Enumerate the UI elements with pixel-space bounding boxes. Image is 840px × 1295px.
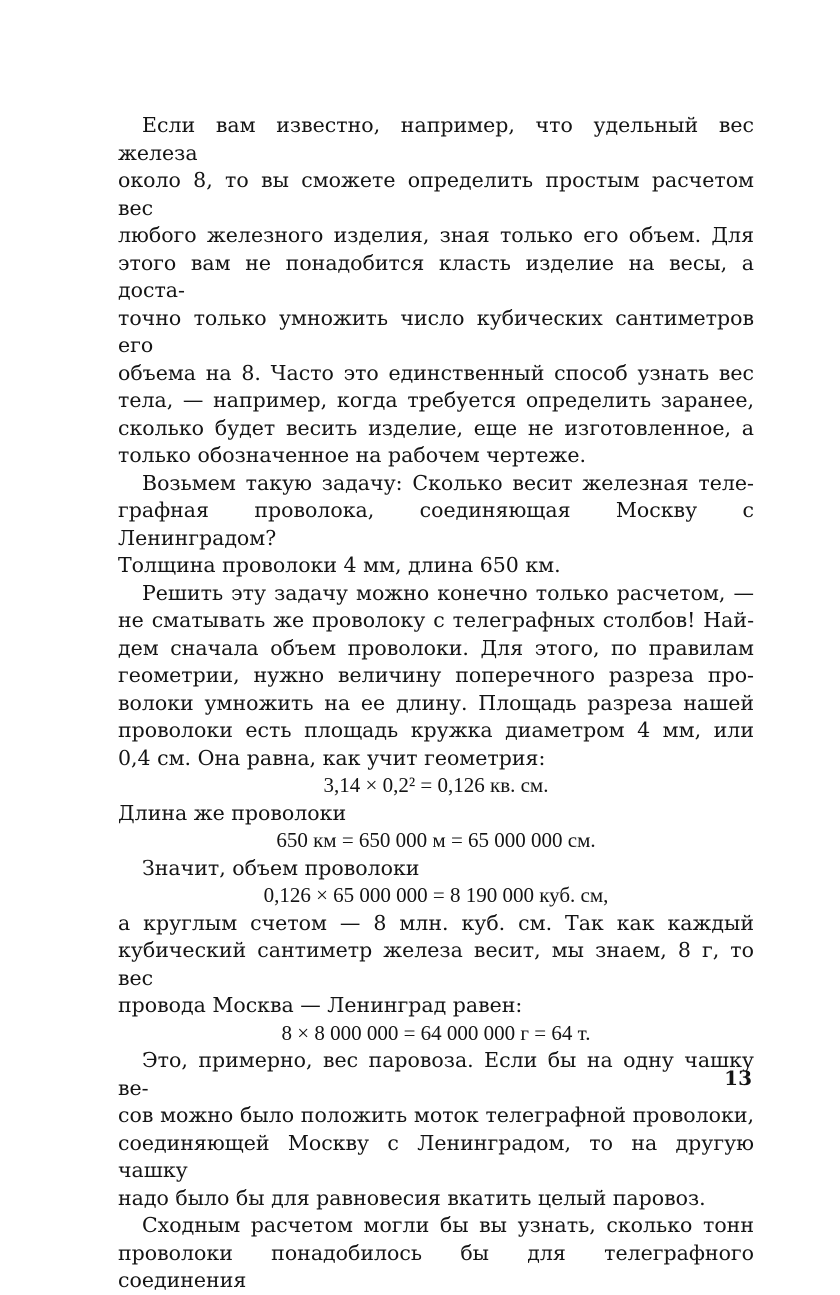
paragraph-locomotive xyxy=(118,1047,754,1212)
page-body xyxy=(118,112,754,1295)
text-line: Значит, объем проволоки xyxy=(142,855,420,880)
text-line: любого железного изделия, зная только его объем. Для xyxy=(118,223,754,247)
paragraph-specific-weight xyxy=(118,112,754,470)
text-line: Длина же проволоки xyxy=(118,800,347,825)
text-line: точно только умножить число кубических сантиметров его xyxy=(118,305,754,357)
text-line: Толщина проволоки 4 мм, длина 650 км. xyxy=(118,553,561,577)
formula-weight: 8 × 8 000 000 = 64 000 000 г = 64 т. xyxy=(281,1020,591,1045)
text-line: волоки умножить на ее длину. Площадь разреза нашей xyxy=(118,690,754,715)
text-line: дем сначала объем проволоки. Для этого, по правилам xyxy=(118,635,754,660)
text-line: геометрии, нужно величину поперечного разреза про- xyxy=(118,663,754,687)
text-line: Если вам известно, например, что удельный вес железа xyxy=(118,113,754,165)
text-line: Решить эту задачу можно конечно только расчетом, — xyxy=(142,580,754,605)
text-line: соединяющей Москву с Ленинградом, то на другую чашку xyxy=(118,1130,754,1182)
text-line: 0,4 см. Она равна, как учит геометрия: xyxy=(118,745,546,770)
text-line: только обозначенное на рабочем чертеже. xyxy=(118,443,586,467)
text-line: проволоки есть площадь кружка диаметром 4 мм, или xyxy=(118,718,754,742)
paragraph-similar-calc xyxy=(118,1212,754,1295)
text-line: сов можно было положить моток телеграфной проволоки, xyxy=(118,1103,754,1127)
paragraph-solution xyxy=(118,580,754,773)
text-line: надо было бы для равновесия вкатить целый паровоз. xyxy=(118,1185,706,1210)
page-number: 13 xyxy=(724,1066,752,1090)
text-line: около 8, то вы сможете определить простым расчетом вес xyxy=(118,168,754,220)
text-line: не сматывать же проволоку с телеграфных столбов! Най- xyxy=(118,608,754,632)
formula-area: 3,14 × 0,2² = 0,126 кв. см. xyxy=(323,773,549,797)
text-line: графная проволока, соединяющая Москву с Ленинградом? xyxy=(118,498,754,550)
paragraph-weight-calc xyxy=(118,910,754,1020)
paragraph-task xyxy=(118,470,754,580)
text-line: этого вам не понадобится класть изделие на весы, а доста- xyxy=(118,250,754,302)
text-line: провода Москва — Ленинград равен: xyxy=(118,993,523,1017)
text-line: проволоки понадобилось бы для телеграфного соединения xyxy=(118,1240,754,1292)
text-line: тела, — например, когда требуется определить заранее, xyxy=(118,388,754,412)
text-line: объема на 8. Часто это единственный способ узнать вес xyxy=(118,360,754,385)
text-line: а круглым счетом — 8 млн. куб. см. Так как каждый xyxy=(118,910,754,935)
formula-volume: 0,126 × 65 000 000 = 8 190 000 куб. см, xyxy=(263,883,609,907)
text-line: Сходным расчетом могли бы вы узнать, сколько тонн xyxy=(142,1213,754,1237)
text-line: Это, примерно, вес паровоза. Если бы на одну чашку ве- xyxy=(118,1048,754,1100)
formula-length: 650 км = 650 000 м = 65 000 000 см. xyxy=(276,828,596,852)
text-line: сколько будет весить изделие, еще не изготовленное, а xyxy=(118,415,754,440)
text-line: Возьмем такую задачу: Сколько весит железная теле- xyxy=(142,470,754,495)
text-line: кубический сантиметр железа весит, мы знаем, 8 г, то вес xyxy=(118,938,754,990)
